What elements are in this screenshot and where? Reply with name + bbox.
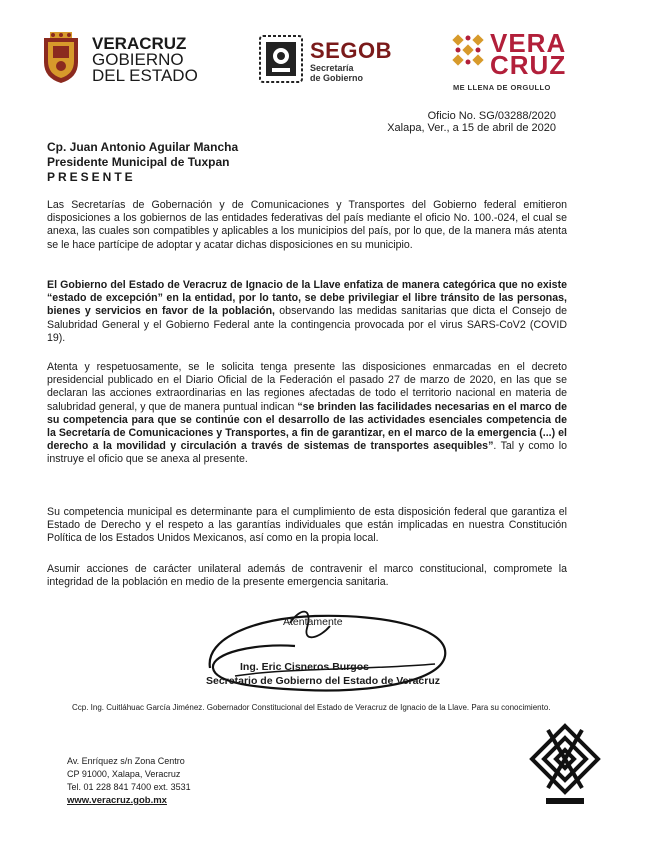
document-date: Xalapa, Ver., a 15 de abril de 2020 — [387, 122, 556, 134]
gobierno-logo — [40, 32, 230, 92]
presente-heading: PRESENTE — [47, 170, 136, 184]
slogan-text: ME LLENA DE ORGULLO — [453, 83, 551, 92]
signer-title: Secretario de Gobierno del Estado de Veracruz — [206, 675, 440, 687]
del-estado-text: DEL ESTADO — [92, 66, 198, 85]
gobierno-veracruz-text: VERACRUZ — [92, 34, 187, 53]
paragraph-1: Las Secretarías de Gobernación y de Comunicaciones y Transportes del Gobierno federal emitieron disposiciones a los gobiernos de las entidades federativas del país mediante el oficio No. 100.-024, el cual se anexa, las cuales son compatibles y aplicables a los municipios del país, por lo que, de la manera más atenta se le hace partícipe de adoptar y acatar dichas disposiciones en su municipio. — [47, 199, 567, 251]
paragraph-3-quote: “se brinden las facilidades necesarias en el marco de su competencia para que se continúe con el desarrollo de las actividades esenciales competencia de la Secretaría de Comunicaciones y Transportes, a fin de garantizar, en el marco de la emergencia (...) el derecho a la movilidad y circulación a través de sistemas de transportes asequibles” — [47, 400, 567, 453]
footer-phone: Tel. 01 228 841 7400 ext. 3531 — [67, 782, 191, 792]
paragraph-2 — [47, 279, 567, 345]
paragraph-3 — [47, 361, 567, 467]
footer-city: CP 91000, Xalapa, Veracruz — [67, 769, 181, 779]
addressee-title: Presidente Municipal de Tuxpan — [47, 155, 230, 169]
veracruz-brand-logo — [450, 30, 620, 96]
cruz-text: CRUZ — [490, 50, 567, 80]
paragraph-2-emphasis: El Gobierno del Estado de Veracruz de Ignacio de la Llave enfatiza de manera categórica que no existe “estado de excepción” en la entidad, por lo tanto, se debe privilegiar el libre tránsito de las personas, bienes y servicios en favor de la población, — [47, 279, 567, 318]
oficio-number: Oficio No. SG/03288/2020 — [427, 110, 556, 122]
paragraph-2-rest: observando las medidas sanitarias que dicta el Consejo de Salubridad General y el Gobierno Federal ante la contingencia provocada por el virus SARS-CoV2 (COVID 19). — [47, 305, 567, 344]
segob-de-gobierno-text: de Gobierno — [310, 73, 364, 83]
closing-text: Atentamente — [283, 616, 343, 628]
paragraph-3-end: . Tal y como lo instruye el oficio que se anexa al presente. — [47, 440, 567, 466]
footer-website-link[interactable]: www.veracruz.gob.mx — [67, 795, 167, 806]
segob-secretaria-text: Secretaría — [310, 63, 354, 73]
veracruz-knot-icon — [450, 32, 486, 72]
segob-text: SEGOB — [310, 38, 392, 63]
paragraph-4: Su competencia municipal es determinante para el cumplimiento de esta disposición federal que garantiza el Estado de Derecho y el respeto a las garantías individuales que están implicadas en nuestra Constitución Política de los Estados Unidos Mexicanos, así como en la propia local. — [47, 506, 567, 545]
segob-seal-icon — [258, 34, 304, 84]
vera-text: VERA — [490, 28, 567, 58]
addressee-name: Cp. Juan Antonio Aguilar Mancha — [47, 140, 239, 154]
gobierno-text: GOBIERNO — [92, 50, 184, 69]
paragraph-3-intro: Atenta y respetuosamente, se le solicita tenga presente las disposiciones enmarcadas en el decreto presidencial publicado en el Diario Oficial de la Federación el pasado 27 de marzo de 2020, en las que se declaran las acciones extraordinarias en las regiones afectadas de todo el territorio nacional en materia de salubridad general, y que de manera puntual indican — [47, 361, 567, 413]
ccp-note: Ccp. Ing. Cuitláhuac García Jiménez. Gobernador Constitucional del Estado de Veracruz de Ignacio de la Llave. Para su conocimiento. — [72, 703, 551, 712]
signer-name: Ing. Eric Cisneros Burgos — [240, 661, 369, 673]
paragraph-5: Asumir acciones de carácter unilateral además de contravenir el marco constitucional, compromete la integridad de la población en medio de la presente emergencia sanitaria. — [47, 563, 567, 589]
veracruz-shield-icon — [40, 32, 82, 84]
segob-logo — [258, 32, 408, 92]
veracruz-pattern-icon — [528, 722, 602, 808]
footer-address: Av. Enríquez s/n Zona Centro — [67, 756, 185, 766]
